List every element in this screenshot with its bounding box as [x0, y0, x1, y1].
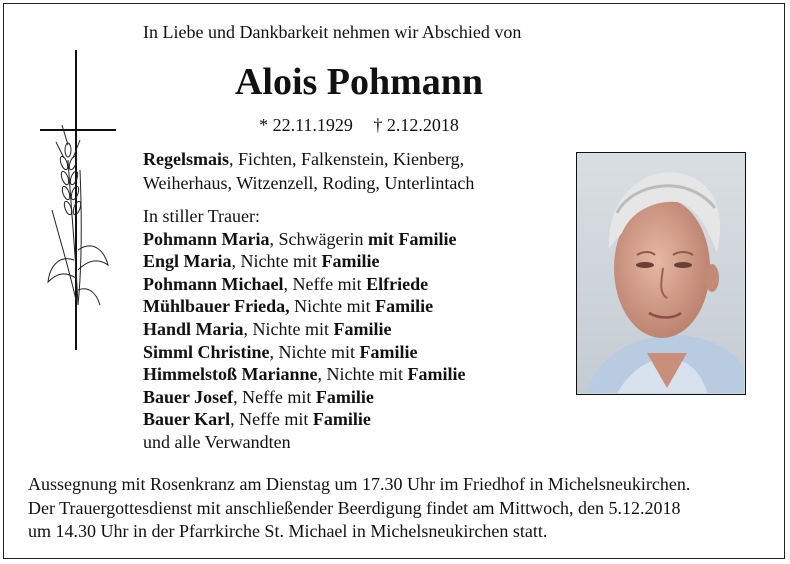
mourners-list — [143, 205, 465, 454]
mourner-family: mit Familie — [368, 228, 457, 249]
birth-date: * 22.11.1929 — [259, 115, 353, 135]
mourner-name: Pohmann Michael — [143, 273, 284, 294]
mourner-name: Bauer Josef — [143, 386, 234, 407]
mourners-intro: In stiller Trauer: — [143, 206, 260, 226]
mourner-family: Familie — [407, 364, 466, 385]
mourner-relation: , Neffe mit — [233, 386, 316, 407]
portrait-illustration — [577, 153, 744, 393]
service-info — [28, 473, 690, 544]
mourner-name: Mühlbauer Frieda, — [143, 296, 290, 317]
mourner-name: Engl Maria — [143, 251, 232, 272]
places-line1: , Fichten, Falkenstein, Kienberg, — [228, 149, 465, 169]
mourner-family: Familie — [375, 296, 434, 317]
mourner-family: Familie — [333, 318, 392, 339]
mourner-relation: , Schwägerin — [269, 228, 368, 249]
village-regelsmais: Regelsmais — [143, 149, 229, 169]
portrait-photo — [576, 152, 746, 395]
footer-line-3: um 14.30 Uhr in der Pfarrkirche St. Michael in Michelsneukirchen statt. — [28, 521, 548, 541]
intro-text: In Liebe und Dankbarkeit nehmen wir Abschied von — [143, 22, 522, 42]
places-line2: Weiherhaus, Witzenzell, Roding, Unterlintach — [143, 173, 475, 193]
mourners-outro: und alle Verwandten — [143, 431, 291, 452]
mourner-name: Handl Maria — [143, 318, 244, 339]
mourner-family: Familie — [315, 386, 374, 407]
cross-with-wheat-icon — [38, 50, 118, 355]
places-block — [143, 147, 474, 195]
mourner-relation: , Neffe mit — [230, 409, 313, 430]
mourner-relation: , Neffe mit — [283, 273, 367, 294]
footer-line-1: Aussegnung mit Rosenkranz am Dienstag um 17.30 Uhr im Friedhof in Michelsneukirchen. — [28, 474, 691, 494]
mourner-name: Simml Christine — [143, 341, 270, 362]
mourner-family: Familie — [321, 251, 380, 272]
death-date: † 2.12.2018 — [373, 115, 459, 135]
mourner-line — [143, 318, 465, 341]
mourner-relation: , Nichte mit — [269, 341, 360, 362]
mourner-line — [143, 363, 465, 386]
mourner-relation: , Nichte mit — [243, 318, 334, 339]
mourner-name: Pohmann Maria — [143, 228, 270, 249]
mourner-family: Familie — [359, 341, 418, 362]
mourner-relation: , Nichte mit — [231, 251, 322, 272]
deceased-name: Alois Pohmann — [234, 61, 484, 103]
mourner-family: Elfriede — [366, 273, 429, 294]
mourner-line — [143, 341, 465, 364]
mourner-relation: Nichte mit — [289, 296, 376, 317]
mourner-family: Familie — [312, 409, 371, 430]
mourner-line — [143, 250, 465, 273]
mourner-line — [143, 228, 465, 251]
mourner-name: Himmelstoß Marianne — [143, 364, 318, 385]
mourner-name: Bauer Karl — [143, 409, 231, 430]
mourner-line — [143, 295, 465, 318]
mourner-line — [143, 273, 465, 296]
mourner-line — [143, 408, 465, 431]
footer-line-2: Der Trauergottesdienst mit anschließender Beerdigung findet am Mittwoch, den 5.12.2018 — [28, 497, 681, 518]
mourner-relation: , Nichte mit — [317, 364, 408, 385]
mourner-line — [143, 386, 465, 409]
